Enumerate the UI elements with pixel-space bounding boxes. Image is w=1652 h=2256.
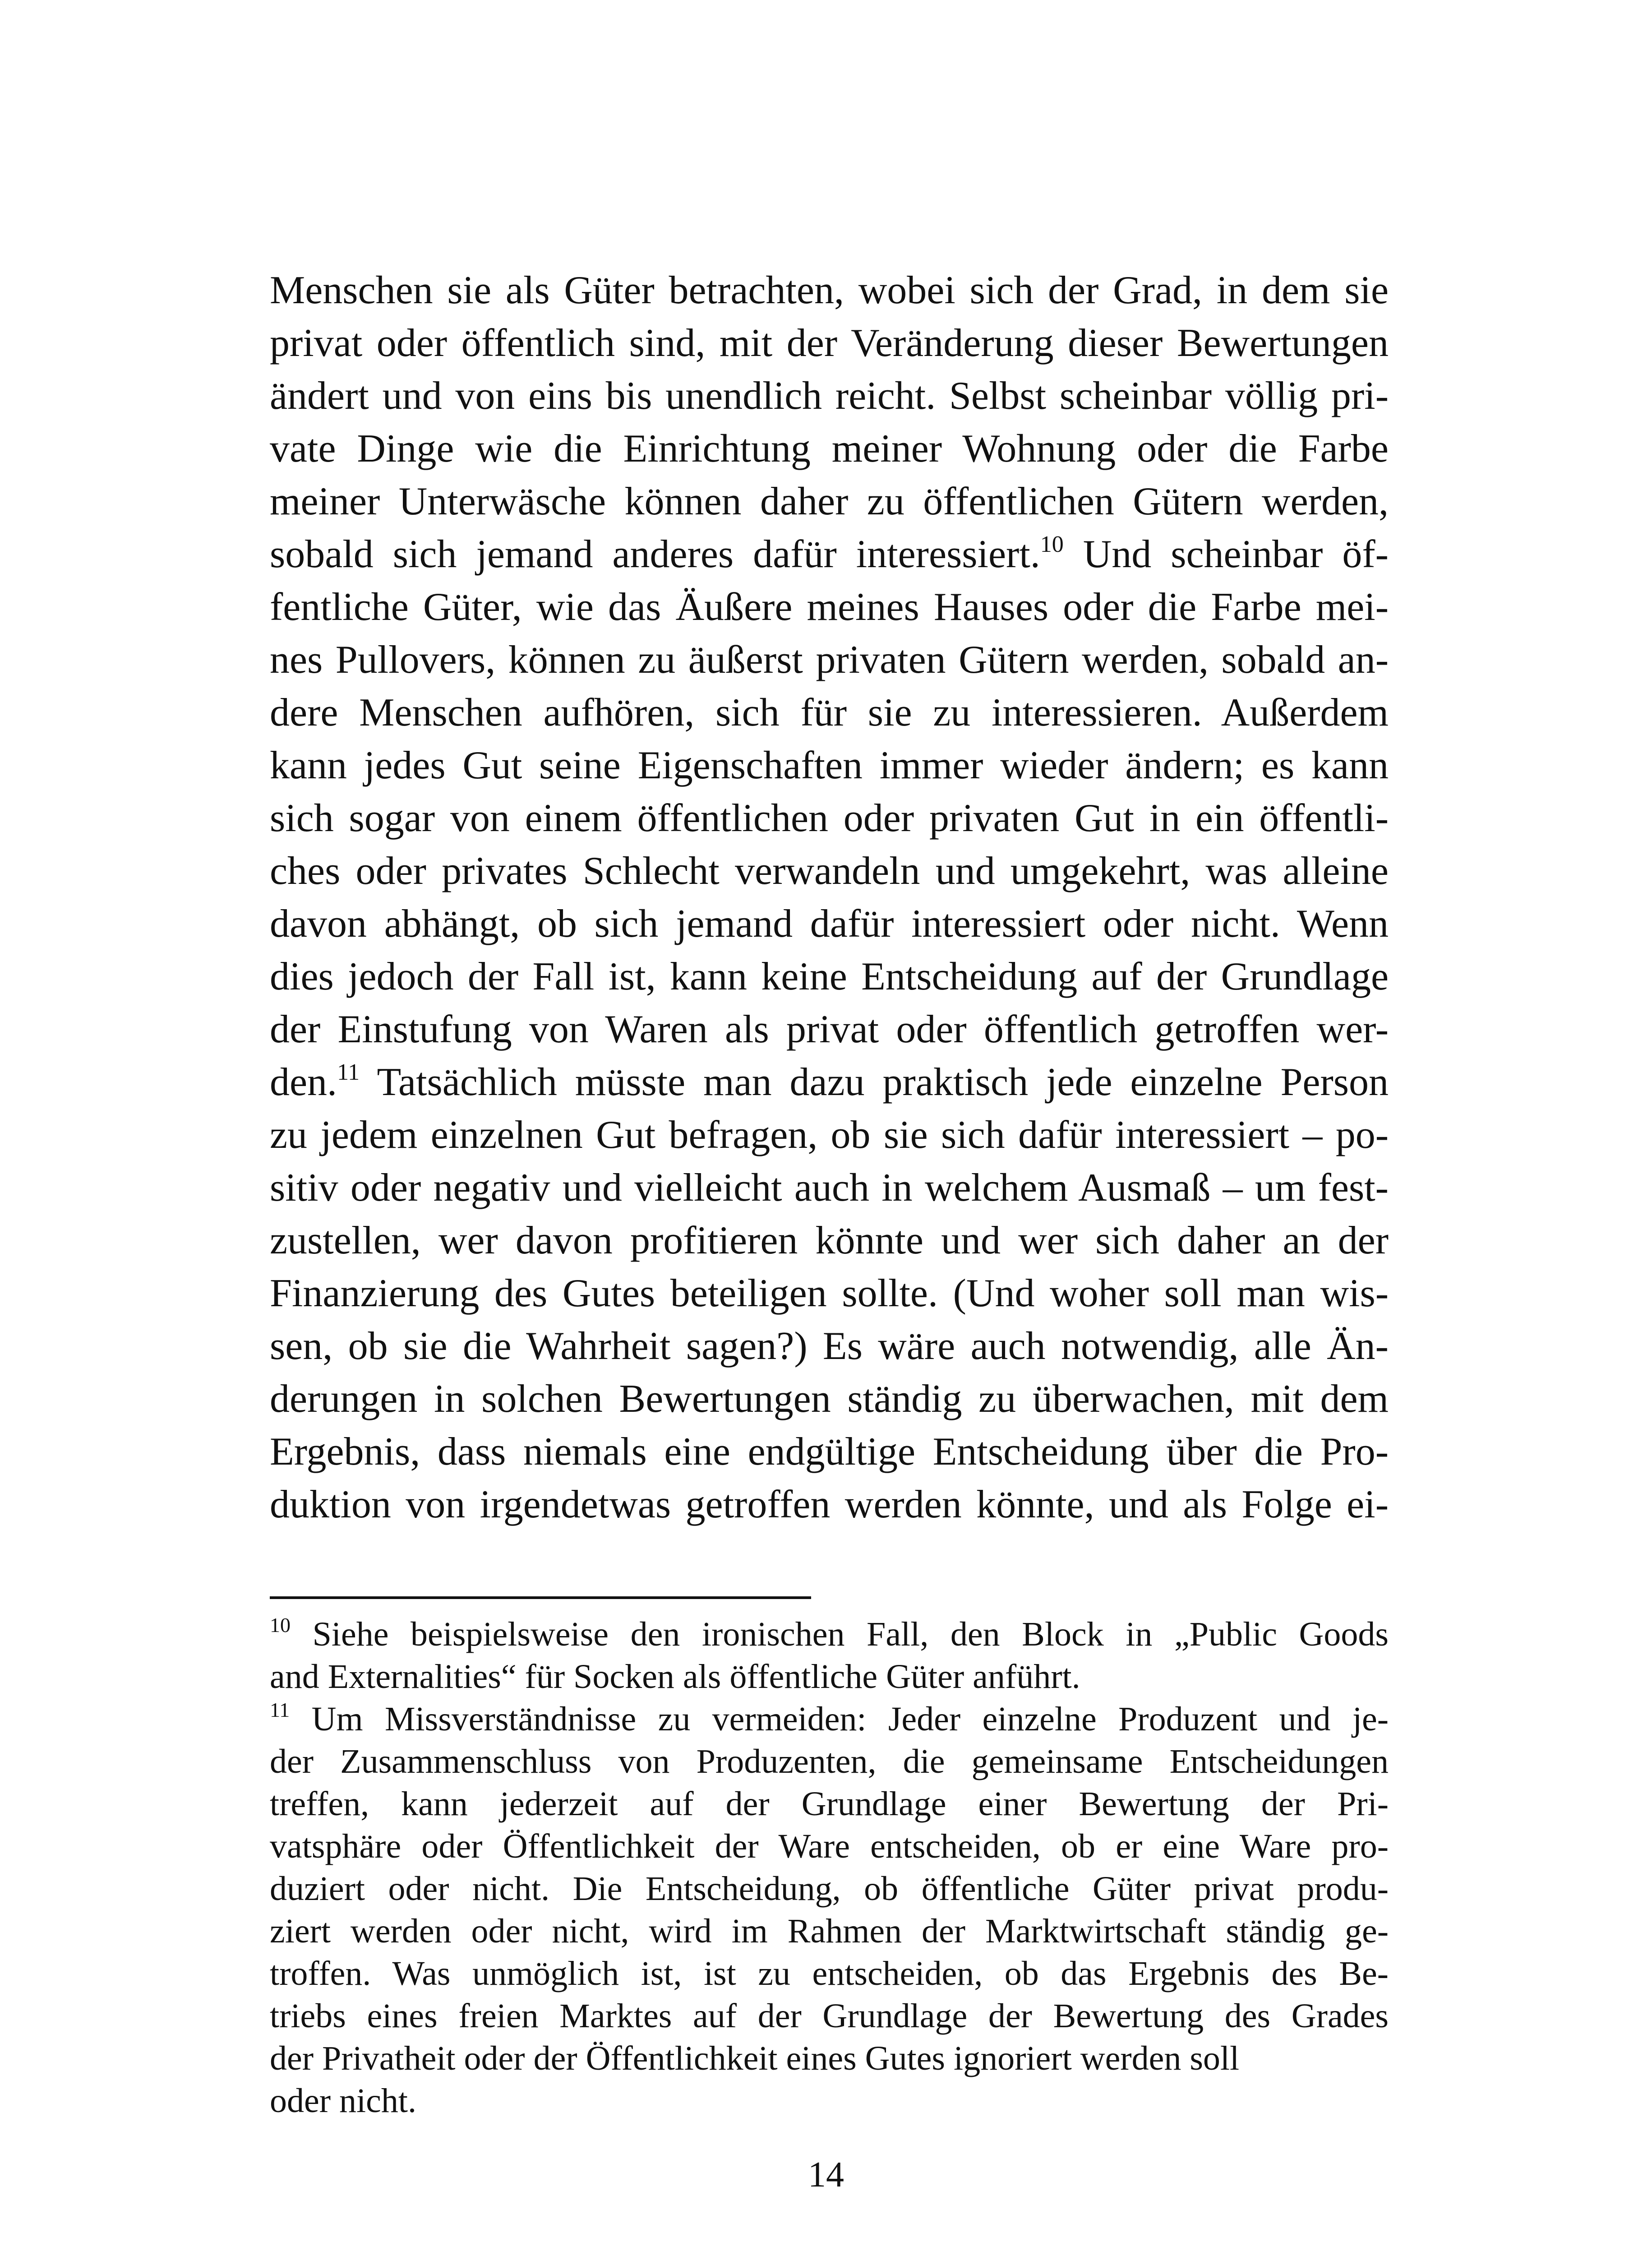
body-line: sen, ob sie die Wahrheit sagen?) Es wäre auch notwendig, alle Än- [270,1324,1389,1368]
footnotes [270,1613,1389,2122]
page-number: 14 [808,2155,844,2195]
body-line: dies jedoch der Fall ist, kann keine Entscheidung auf der Grundlage [270,955,1389,999]
footnote-11 [270,1698,1389,2122]
body-line: ändert und von eins bis unendlich reicht. Selbst scheinbar völlig pri- [270,374,1389,418]
body-line: Menschen sie als Güter betrachten, wobei sich der Grad, in dem sie [270,268,1389,312]
footnote-line: oder nicht. [270,2082,417,2120]
footnote-line: duziert oder nicht. Die Entscheidung, ob öffentliche Güter privat produ- [270,1870,1389,1908]
body-line: duktion von irgendetwas getroffen werden könnte, und als Folge ei- [270,1483,1389,1526]
body-text-segment: den. [270,1060,337,1104]
body-line-with-footnote-ref [270,528,1389,581]
body-line: ches oder privates Schlecht verwandeln und umgekehrt, was alleine [270,849,1389,893]
body-line-with-footnote-ref [270,1056,1389,1109]
body-line: meiner Unterwäsche können daher zu öffentlichen Gütern werden, [270,480,1389,523]
footnote-text-segment: Um Missverständnisse zu vermeiden: Jeder einzelne Produzent und je- [290,1700,1389,1738]
body-line: vate Dinge wie die Einrichtung meiner Wohnung oder die Farbe [270,427,1389,471]
body-text-segment: Und scheinbar öf- [1063,532,1389,576]
body-text-segment: Tatsächlich müsste man dazu praktisch jede einzelne Person [360,1060,1389,1104]
footnote-10 [270,1613,1389,1698]
body-line: zu jedem einzelnen Gut befragen, ob sie sich dafür interessiert – po- [270,1113,1389,1157]
footnote-line [270,1698,1389,1740]
body-line: sich sogar von einem öffentlichen oder privaten Gut in ein öffentli- [270,796,1389,840]
body-line: privat oder öffentlich sind, mit der Veränderung dieser Bewertungen [270,321,1389,365]
body-line: davon abhängt, ob sich jemand dafür interessiert oder nicht. Wenn [270,902,1389,946]
body-line: derungen in solchen Bewertungen ständig zu überwachen, mit dem [270,1377,1389,1421]
body-line: zustellen, wer davon profitieren könnte und wer sich daher an der [270,1219,1389,1262]
footnote-line: triebs eines freien Marktes auf der Grundlage der Bewertung des Grades [270,1997,1389,2035]
footnote-line: troffen. Was unmöglich ist, ist zu entscheiden, ob das Ergebnis des Be- [270,1955,1389,1992]
body-line: nes Pullovers, können zu äußerst privaten Gütern werden, sobald an- [270,638,1389,682]
body-line: der Einstufung von Waren als privat oder öffentlich getroffen wer- [270,1008,1389,1051]
footnote-line: der Privatheit oder der Öffentlichkeit eines Gutes ignoriert werden soll [270,2039,1240,2077]
body-line: sitiv oder negativ und vielleicht auch in welchem Ausmaß – um fest- [270,1166,1389,1210]
footnote-ref-11[interactable]: 11 [337,1059,360,1085]
footnote-line [270,1613,1389,1655]
footnote-line: vatsphäre oder Öffentlichkeit der Ware entscheiden, ob er eine Ware pro- [270,1827,1389,1865]
footnote-number: 11 [270,1698,290,1721]
footnote-line: and Externalities“ für Socken als öffentliche Güter anführt. [270,1658,1080,1696]
footnote-line: treffen, kann jederzeit auf der Grundlage einer Bewertung der Pri- [270,1785,1389,1823]
body-line: Ergebnis, dass niemals eine endgültige Entscheidung über die Pro- [270,1430,1389,1474]
footnote-number: 10 [270,1613,291,1637]
footnote-ref-10[interactable]: 10 [1040,532,1064,557]
footnote-line: ziert werden oder nicht, wird im Rahmen der Marktwirtschaft ständig ge- [270,1912,1389,1950]
body-line: dere Menschen aufhören, sich für sie zu interessieren. Außerdem [270,691,1389,735]
body-line: kann jedes Gut seine Eigenschaften immer wieder ändern; es kann [270,744,1389,787]
body-line: Finanzierung des Gutes beteiligen sollte. (Und woher soll man wis- [270,1271,1389,1315]
body-text [270,264,1389,1531]
footnote-text-segment: Siehe beispielsweise den ironischen Fall, den Block in „Public Goods [291,1615,1389,1653]
body-line: fentliche Güter, wie das Äußere meines Hauses oder die Farbe mei- [270,585,1389,629]
footnote-line: der Zusammenschluss von Produzenten, die gemeinsame Entscheidungen [270,1743,1389,1780]
footnote-separator [270,1596,811,1599]
body-text-segment: sobald sich jemand anderes dafür interessiert. [270,532,1040,576]
